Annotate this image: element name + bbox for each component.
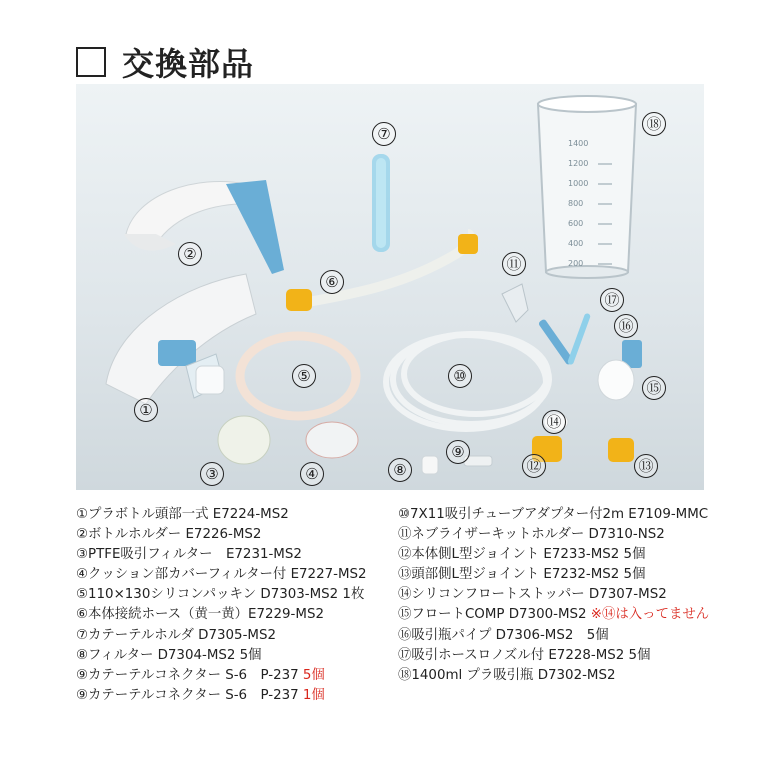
marker-17: ⑰ — [600, 288, 624, 312]
marker-18: ⑱ — [642, 112, 666, 136]
list-item: ⑨カテーテルコネクター S-6 P-237 1個 — [76, 687, 325, 703]
list-item: ⑱1400ml プラ吸引瓶 D7302-MS2 — [398, 667, 616, 683]
list-item: ⑬頭部側L型ジョイント E7232-MS2 5個 — [398, 567, 646, 583]
cup-scale-label: 1200 — [568, 159, 589, 168]
checkbox-square-icon — [76, 47, 106, 77]
bottle-holder-image — [124, 180, 284, 274]
list-item: ③PTFE吸引フィルター E7231-MS2 — [76, 547, 302, 563]
l-joints-image — [532, 436, 634, 462]
list-item: ⑭シリコンフロートストッパー D7307-MS2 — [398, 587, 667, 603]
marker-3: ③ — [200, 462, 224, 486]
list-item: ⑤110×130シリコンパッキン D7303-MS2 1枚 — [76, 587, 365, 603]
cup-scale-label: 800 — [568, 199, 584, 208]
small-filter-image — [422, 456, 438, 474]
ptfe-filter-image — [218, 416, 270, 464]
list-item: ②ボトルホルダー E7226-MS2 — [76, 527, 262, 543]
nebulizer-holder-image — [502, 284, 528, 322]
marker-2: ② — [178, 242, 202, 266]
marker-8: ⑧ — [388, 458, 412, 482]
parts-list-left — [76, 505, 406, 706]
marker-4: ④ — [300, 462, 324, 486]
catheter-holder-image — [372, 154, 390, 252]
list-item: ⑦カテーテルホルダ D7305-MS2 — [76, 627, 276, 643]
list-item: ⑮フロートCOMP D7300-MS2 ※⑭は入ってません — [398, 607, 710, 623]
list-item: ⑫本体側L型ジョイント E7233-MS2 5個 — [398, 547, 646, 563]
list-item: ①プラボトル頭部一式 E7224-MS2 — [76, 507, 289, 522]
page-header — [76, 40, 254, 84]
cup-scale-label: 1000 — [568, 179, 589, 188]
list-item: ⑰吸引ホースロノズル付 E7228-MS2 5個 — [398, 647, 651, 663]
quantity-note: 1個 — [302, 687, 325, 703]
marker-5: ⑤ — [292, 364, 316, 388]
product-photo — [76, 84, 704, 490]
list-item: ⑧フィルター D7304-MS2 5個 — [76, 647, 262, 663]
marker-16: ⑯ — [614, 314, 638, 338]
marker-12: ⑫ — [522, 454, 546, 478]
cup-scale-label: 200 — [568, 259, 584, 268]
cup-scale-label: 600 — [568, 219, 584, 228]
cup-scale-label: 400 — [568, 239, 584, 248]
marker-13: ⑬ — [634, 454, 658, 478]
list-item: ⑨カテーテルコネクター S-6 P-237 5個 — [76, 667, 325, 683]
list-item: ⑥本体接続ホース（黄一黄）E7229-MS2 — [76, 607, 324, 623]
float-image — [598, 340, 642, 400]
list-item: ⑪ネブライザーキットホルダー D7310-NS2 — [398, 527, 665, 543]
marker-14: ⑭ — [542, 410, 566, 434]
marker-6: ⑥ — [320, 270, 344, 294]
parts-illustration — [76, 84, 704, 490]
marker-7: ⑦ — [372, 122, 396, 146]
bottle-head-image — [106, 274, 256, 404]
list-item: ⑯吸引瓶パイプ D7306-MS2 5個 — [398, 627, 609, 643]
parts-list-right — [398, 505, 728, 686]
cup-scale-label: 1400 — [568, 139, 589, 148]
list-item: ⑩7X11吸引チューブアダプター付2m E7109-MMC — [398, 507, 709, 522]
marker-10: ⑩ — [448, 364, 472, 388]
quantity-note: 5個 — [302, 667, 325, 683]
marker-15: ⑮ — [642, 376, 666, 400]
marker-9: ⑨ — [446, 440, 470, 464]
marker-11: ⑪ — [502, 252, 526, 276]
list-item: ④クッション部カバーフィルター付 E7227-MS2 — [76, 567, 367, 583]
page-title: 交換部品 — [122, 45, 255, 83]
suction-nozzle-image — [538, 313, 591, 366]
warning-note: ※⑭は入ってません — [590, 607, 710, 623]
marker-1: ① — [134, 398, 158, 422]
cushion-filter-image — [306, 422, 358, 458]
